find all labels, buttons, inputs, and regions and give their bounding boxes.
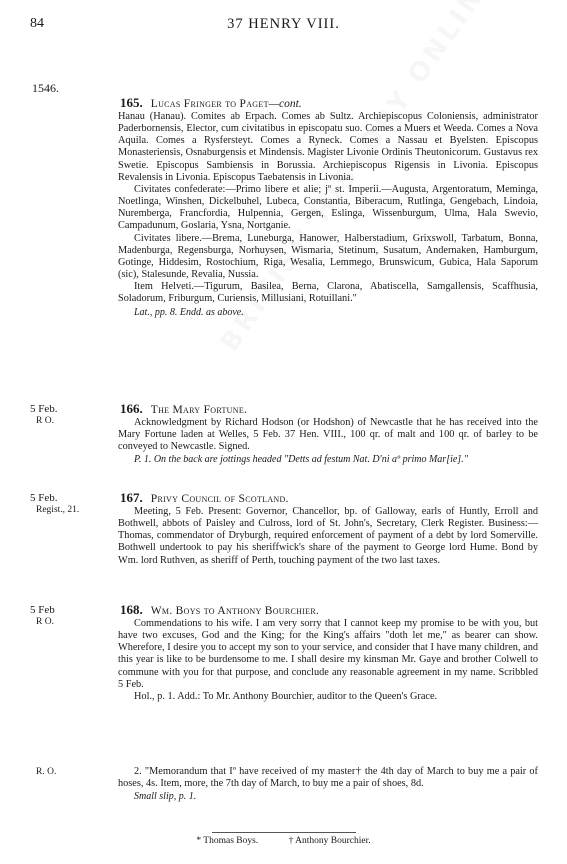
entry-heading [118,402,538,417]
entry-title: Wm. Boys to Anthony Bourchier. [150,605,320,617]
entry-paragraph: Acknowledgment by Richard Hodson (or Hodshon) of Newcastle that he has received into the Mary Fortune laden at Welles, 5 Feb. 37 Hen. VIII., 100 qr. of malt and 100 qr. of barley to be conveyed to Newcastle. Signed. [118,417,538,453]
page-number: 84 [30,16,44,31]
entry-paragraph: Civitates libere.—Brema, Luneburga, Hanower, Halberstadium, Grixswoll, Tarbatum, Bonna, Madenburga, Regensburga, Norhuysen, Wismaria, Stetinum, Susatum, Andernaken, Hamburgum, Gotinge, Hiddesim, Rostochium, Riga, Wesalia, Lemmego, Brunswicum, Gubica, Hala Saporum (sic), Stalesunde, Revalia, Nussia. [118,232,538,281]
entry-title: Privy Council of Scotland. [150,493,289,505]
entry-title: The Mary Fortune. [150,404,248,416]
entry-paragraph: Hanau (Hanau). Comites ab Erpach. Comes ab Sultz. Archiepiscopus Coloniensis, administrator Paderbornensis, Elector, cum civitatibus in episcopatu suo. Comes a Muers et Weeda. Comes a Nova Aquila. Comes a Rysfersteyt. Comes a Ryneck. Comes a Nassau et Byelsten. Episcopus Monasteriensis, Osnaburgensis et Mindensis. Magister Livonie Ordinis Theutonicorum. Gustavus rex Swetie. Episcopus Sambiensis in Borussia. Archiepiscopus Rigensis in Livonia. Episcopus Revalensis in Livonia. Episcopus Taebatensis in Livonia. [118,111,538,183]
margin-note-166 [30,403,110,427]
footnote: * Thomas Boys. [196,836,259,846]
margin-note-168-2 [30,766,110,778]
margin-note-167 [30,492,110,516]
margin-date: 5 Feb. [30,403,58,415]
margin-reference: R O. [36,617,54,627]
entry-number: 165. [120,95,143,110]
entry-title: Lucas Fringer to Paget [150,98,269,110]
entry-paragraph: Hol., p. 1. Add.: To Mr. Anthony Bourchier, auditor to the Queen's Grace. [134,690,438,702]
entry-number: 167. [120,490,143,505]
entry-166 [118,402,538,466]
entry-heading [118,491,538,506]
entry-paragraph: 2. "Memorandum that Iº have received of my master† the 4th day of March to buy me a pair of hoses, 4s. Item, more, the 7th day of March, to buy me a pair of shoes, 8d. [118,766,538,790]
entry-paragraph: Meeting, 5 Feb. Present: Governor, Chancellor, bp. of Galloway, earls of Huntly, Erroll and Bothwell, abbots of Paisley and Culross, lord of St. John's, Secretary, Clerk Register. Business:—Thomas, commendator of Dryburgh, required enforcement of payment of a debt by lord Somerville. Bothwell undertook to pay his sheriffwick's share of the payment to George lord Hume. Bond by Wm. lord Ruthven, as sheriff of Perth, touching payment of the two last taxes. [118,506,538,566]
entry-paragraph: Civitates confederate:—Primo libere et alie; jº st. Imperii.—Augusta, Argentoratum, Meminga, Noetlinga, Winshen, Dickelbuhel, Lubeca, Constantia, Biberacum, Rutlinga, Gengebach, Lindoia, Nuremberga, Francfordia, Hulpennia, Gergen, Eslinga, Wissenburgum, Ulma, Hala Swevio, Campadunum, Goslaria, Ysna, Nortganie. [118,183,538,232]
footnote-rule [212,832,356,833]
entry-title-suffix: —cont. [268,98,302,110]
entry-heading [118,96,538,111]
entry-167 [118,491,538,567]
footnote: † Anthony Bourchier. [288,836,371,846]
running-title: 37 HENRY VIII. [227,16,340,32]
margin-year: 1546. [32,81,59,95]
entry-165 [118,96,538,319]
entry-paragraph: Commendations to his wife. I am very sorry that I cannot keep my promise to be with you, but have two excuses, God and the King; for the King's affairs "doth let me," as bearer can show. Wherefore, I desire you to accept my son to your service, and consider that I have many children, and this year is like to be burdensome to me. I shall desire my kinsman Mr. Gaye and brother Colwell to commune with you for that purpose, and conclude any reasonable agreement in my name. Scribbled 5 Feb. [118,618,538,690]
margin-reference: R O. [36,416,54,426]
margin-note-168 [30,604,110,628]
margin-reference: R. O. [36,767,57,777]
margin-reference: Regist., 21. [36,505,80,515]
entry-heading [118,603,538,618]
margin-date: 5 Feb [30,604,55,616]
page-header [0,16,567,34]
entry-168-item-2 [118,766,538,803]
entry-paragraph: Item Helveti.—Tigurum, Basilea, Berna, Clarona, Abatiscella, Samgallensis, Scaffhusia, Soladorum, Friburgum, Curiensis, Millusiani, Rotuillani." [118,281,538,305]
entry-note: Small slip, p. 1. [134,791,197,803]
margin-date: 5 Feb. [30,492,58,504]
entry-number: 168. [120,602,143,617]
footnotes [0,836,567,846]
entry-168 [118,603,538,703]
entry-number: 166. [120,401,143,416]
entry-note: P. 1. On the back are jottings headed "Detts ad festum Nat. D'ni aº primo Mar[ie]." [134,454,468,466]
entry-note: Lat., pp. 8. Endd. as above. [134,306,244,318]
